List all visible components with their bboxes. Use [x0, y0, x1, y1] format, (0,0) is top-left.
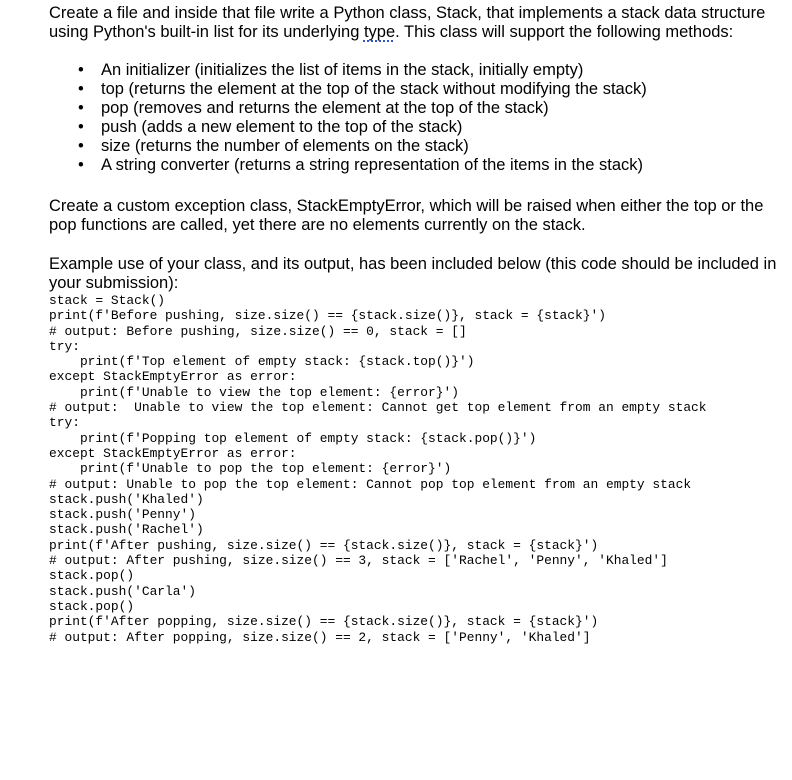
bullet-icon: •	[78, 118, 84, 136]
code-block-pop-empty: try: print(f'Popping top element of empty stack: {stack.pop()}') except StackEmptyError as error: print(f'Unable to pop the top element: {error}') # output: Unable to pop the top element: Cannot pop top element from an empty stack	[49, 415, 692, 492]
code-block-push: stack.push('Khaled') stack.push('Penny') stack.push('Rachel') print(f'After pushing, size.size() == {stack.size()}, stack = {stack}') # output: After pushing, size.size() == 3, stack = ['Rachel', 'Penny', 'Khaled']	[49, 491, 668, 569]
document-page	[49, 4, 789, 645]
list-item	[49, 80, 789, 99]
flagged-word[interactable]: type	[363, 23, 396, 41]
intro-text-start: Create a file and inside that file write a Python class, Stack, that implements a stack data structure using Python's built-in list for its underlying	[49, 4, 766, 41]
bullet-icon: •	[78, 99, 84, 117]
code-block-init: stack = Stack() print(f'Before pushing, size.size() == {stack.size()}, stack = {stack}') # output: Before pushing, size.size() == 0, stack = []	[49, 293, 606, 339]
method-text: An initializer (initializes the list of items in the stack, initially empty)	[101, 61, 584, 79]
method-text: A string converter (returns a string representation of the items in the stack)	[101, 156, 643, 174]
example-paragraph: Example use of your class, and its output, has been included below (this code should be included in your submission):	[49, 255, 777, 292]
intro-text-end: . This class will support the following methods:	[395, 23, 734, 41]
list-item	[49, 118, 789, 137]
list-item	[49, 99, 789, 118]
method-text: push (adds a new element to the top of the stack)	[101, 118, 463, 136]
methods-list	[49, 61, 789, 175]
list-item	[49, 137, 789, 156]
list-item	[49, 61, 789, 80]
bullet-icon: •	[78, 80, 84, 98]
exception-paragraph: Create a custom exception class, StackEmptyError, which will be raised when either the top or the pop functions are called, yet there are no elements currently on the stack.	[49, 197, 764, 234]
code-block-top-empty: try: print(f'Top element of empty stack: {stack.top()}') except StackEmptyError as error: print(f'Unable to view the top element: {error}') # output: Unable to view the top element: Cannot get top element from an empty stack	[49, 338, 707, 416]
intro-paragraph	[49, 4, 789, 42]
method-text: pop (removes and returns the element at the top of the stack)	[101, 99, 549, 117]
method-text: top (returns the element at the top of the stack without modifying the stack)	[101, 80, 647, 98]
bullet-icon: •	[78, 137, 84, 155]
code-block-pop: stack.pop() stack.push('Carla') stack.pop() print(f'After popping, size.size() == {stack.size()}, stack = {stack}') # output: After popping, size.size() == 2, stack = ['Penny', 'Khaled']	[49, 568, 599, 645]
bullet-icon: •	[78, 156, 84, 174]
bullet-icon: •	[78, 61, 84, 79]
list-item	[49, 156, 789, 175]
method-text: size (returns the number of elements on the stack)	[101, 137, 469, 155]
